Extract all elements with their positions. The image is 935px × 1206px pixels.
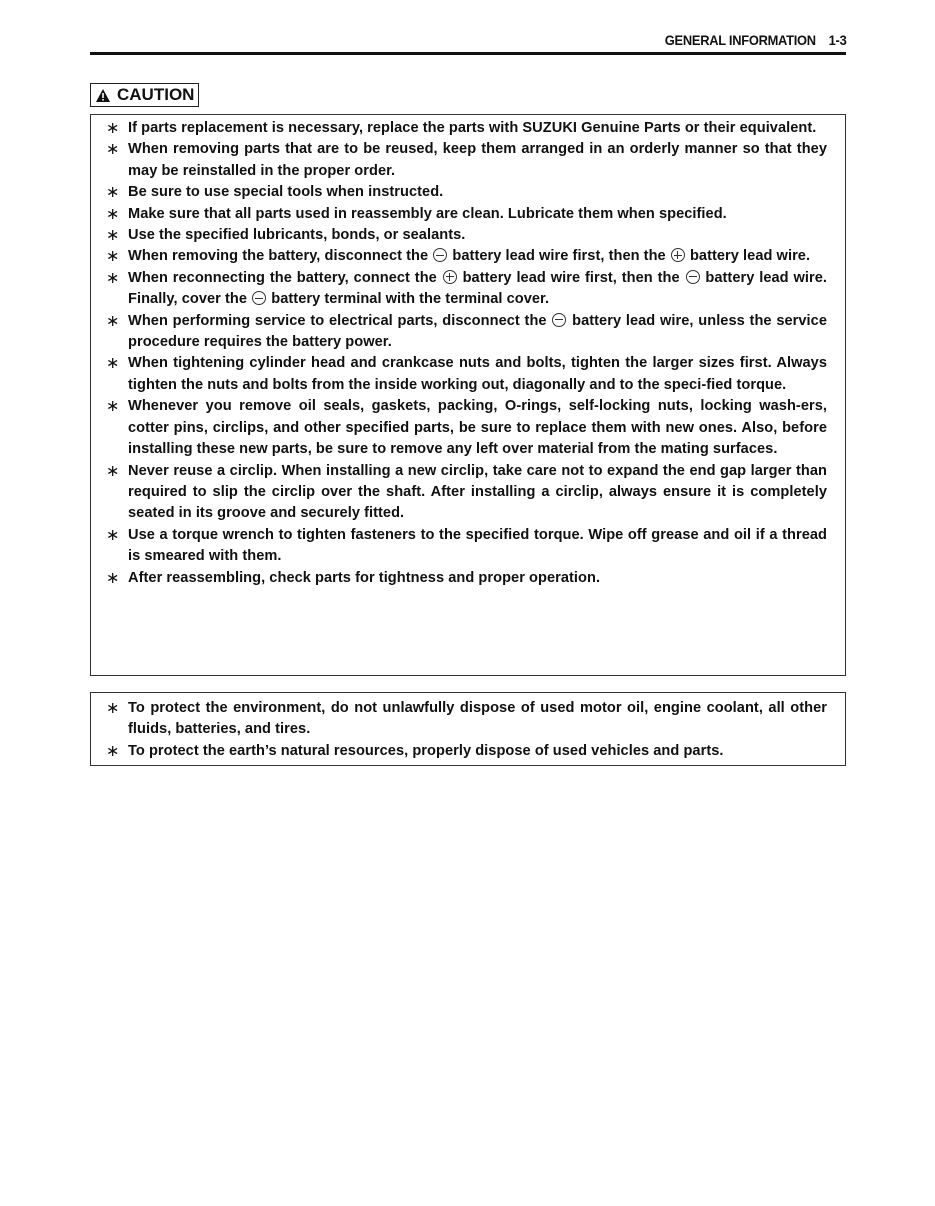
bullet-star: ∗ [106, 700, 120, 717]
caution-item: ∗ Use the specified lubricants, bonds, or sealants. [128, 225, 827, 246]
environment-item: ∗ To protect the earth’s natural resources, properly dispose of used vehicles and parts. [128, 741, 827, 762]
bullet-star: ∗ [106, 248, 120, 266]
bullet-star: ∗ [106, 184, 120, 202]
page-number: 1-3 [828, 32, 846, 48]
caution-item: ∗ Never reuse a circlip. When installing a new circlip, take care not to expand the end gap larger than required to slip the circlip over the shaft. After installing a circlip, always ensure it is completely seated in its groove and securely fitted. [106, 462, 827, 522]
caution-item: ∗ After reassembling, check parts for tightness and proper operation. [128, 568, 827, 589]
caution-item: ∗ Whenever you remove oil seals, gaskets, packing, O-rings, self-locking nuts, locking wash-ers, cotter pins, circlips, and other specified parts, be sure to replace them with new ones. Also, before installing these new parts, be sure to remove any left over material from the mating surfaces. [106, 398, 827, 458]
bullet-star: ∗ [106, 742, 120, 760]
caution-item: ∗ When tightening cylinder head and crankcase nuts and bolts, tighten the larger sizes first. Always tighten the nuts and bolts from the inside working out, diagonally and to the speci-fied torque. [106, 355, 827, 393]
header-text [664, 32, 846, 48]
caution-text: CAUTION [117, 85, 195, 104]
positive-terminal-icon [671, 248, 685, 262]
negative-terminal-icon [433, 248, 447, 262]
bullet-star: ∗ [106, 569, 120, 587]
caution-item: ∗ When removing the battery, disconnect the battery lead wire first, then the battery lead wire. [128, 246, 827, 267]
warning-triangle-icon [95, 88, 111, 103]
caution-item: ∗ Make sure that all parts used in reassembly are clean. Lubricate them when specified. [128, 204, 827, 225]
bullet-star: ∗ [106, 526, 120, 544]
section-title: GENERAL INFORMATION [664, 32, 816, 48]
negative-terminal-icon [686, 270, 700, 284]
bullet-star: ∗ [106, 227, 120, 245]
bullet-star: ∗ [106, 312, 120, 330]
caution-item: ∗ When reconnecting the battery, connect the battery lead wire first, then the battery lead wire. Finally, cover the battery terminal with the terminal cover. [106, 269, 828, 308]
bullet-star: ∗ [106, 269, 120, 287]
caution-box [90, 114, 846, 676]
bullet-star: ∗ [106, 205, 120, 223]
bullet-star: ∗ [106, 462, 120, 480]
bullet-star: ∗ [106, 398, 120, 416]
page-header [90, 30, 846, 55]
bullet-star: ∗ [106, 355, 120, 373]
negative-terminal-icon [252, 291, 266, 305]
caution-item: ∗ Be sure to use special tools when instructed. [128, 182, 827, 203]
positive-terminal-icon [443, 270, 457, 284]
caution-item: ∗ If parts replacement is necessary, replace the parts with SUZUKI Genuine Parts or their equivalent. [128, 118, 827, 139]
negative-terminal-icon [552, 313, 566, 327]
environment-box [90, 692, 846, 766]
environment-item: ∗ To protect the environment, do not unlawfully dispose of used motor oil, engine coolant, all other fluids, batteries, and tires. [106, 700, 827, 738]
caution-list [106, 118, 828, 589]
environment-list [106, 698, 827, 762]
caution-label [90, 83, 199, 107]
caution-item: ∗ When performing service to electrical parts, disconnect the battery lead wire, unless the service procedure requires the battery power. [106, 312, 827, 351]
bullet-star: ∗ [106, 120, 120, 137]
caution-item: ∗ When removing parts that are to be reused, keep them arranged in an orderly manner so that they may be reinstalled in the proper order. [106, 141, 827, 179]
bullet-star: ∗ [106, 141, 120, 159]
caution-item: ∗ Use a torque wrench to tighten fasteners to the specified torque. Wipe off grease and oil if a thread is smeared with them. [106, 526, 827, 565]
